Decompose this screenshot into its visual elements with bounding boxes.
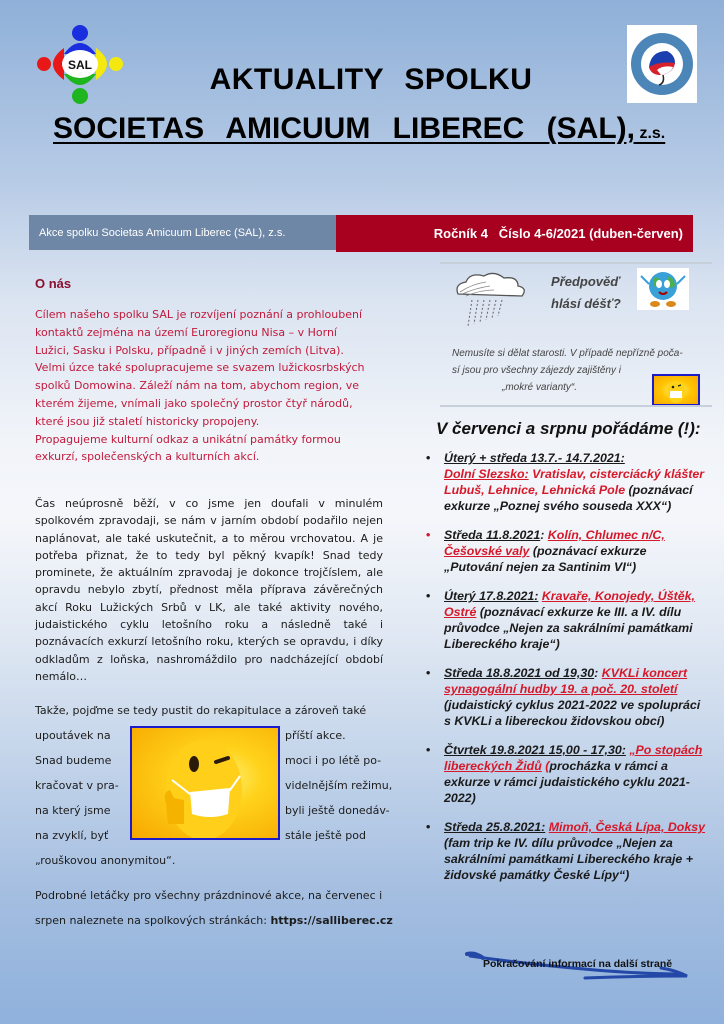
events-list [426,450,706,896]
events-heading: V červenci a srpnu pořádáme (!): [436,419,701,438]
recap-line-left: upoutávek na [35,729,111,742]
event-description: procházka v rámci a exkurze v rámci judaistického cyklu 2021-2022) [444,759,690,805]
event-description: (poznávací exkurze „Poznej svého souseda XXX“) [444,483,693,513]
event-description: (judaistický cyklus 2021-2022 ve spolupráci s KVKLi a libereckou židovskou obcí) [444,698,701,728]
event-place-link[interactable]: Mimoň, Česká Lípa, Doksy [548,820,706,834]
event-place-link[interactable]: Kravaře, Konojedy, Úštěk, Ostré [444,589,695,619]
organization-name: SOCIETAS AMICUUM LIBEREC (SAL), [53,112,635,145]
bullet-icon: • [426,528,431,542]
event-date: Středa 11.8.2021 [444,528,541,542]
event-date: Středa 18.8.2021 od 19,30 [444,666,595,680]
event-date-suffix: : [540,528,548,542]
weather-text-line: „mokré varianty“. [502,382,578,393]
event-date: Úterý + středa 13.7.- 14.7.2021: [444,451,625,465]
event-description: (fam trip ke IV. dílu průvodce „Nejen za sakrálními památkami Libereckého kraje + židovské památky České Lípy“) [444,836,693,882]
event-item [426,588,706,652]
newsletter-title: AKTUALITY SPOLKU [209,63,533,96]
event-item [426,665,706,729]
recap-line: Takže, pojďme se tedy pustit do rekapitulace a zároveň také [35,704,367,717]
recap-line-right: videlnějším režimu, [285,779,393,792]
flyers-line-prefix: srpen naleznete na spolkových stránkách: [35,914,271,927]
rain-cloud-icon [452,270,537,330]
event-item [426,450,706,514]
event-place-link[interactable]: „Po stopách libereckých Židů [444,743,703,773]
bullet-icon: • [426,743,431,757]
recap-line-left: na zvyklí, byť [35,829,109,842]
divider-bottom [440,405,712,407]
about-text [35,306,371,466]
weather-text-line: Nemusíte si dělat starosti. V případě nepřízně poča- [452,348,683,359]
intro-paragraph: Čas neúprosně běží, v co jsme jen doufali v minulém spolkovém zpravodaji, se nám v jarním období podařilo nejen naplánovat, ale také uskutečnit, a to měrou vrchovatou. A je potřeba přiznat, že to tedy byl pěkný kvapík! Snad tedy prominete, že aktuálním zpravodaj je dokonce trojčíslem, ale opravdu nebylo zbytí, přednost měla příprava závěrečných akcí Roku Lužických Srbů v LK, ale také aktivity nového, judaistického cyklu letošního roku a následně také i poznávacích exkurzí letošního roku, kterých se opravdu, i díky odkladům z loňska, nashromáždilo pro nadcházející období nemálo… [35,497,383,683]
event-item [426,527,706,575]
cartoon-globe-icon [637,268,689,310]
event-item [426,742,706,806]
svg-text:SAL: SAL [68,58,92,72]
organization-title [53,112,665,146]
bullet-icon: • [426,666,431,680]
event-date: Úterý 17.8.2021: [444,589,539,603]
continuation-note: Pokračování informací na další straně [483,958,673,970]
event-place-link[interactable]: Kolín, Chlumec n/C, Češovské valy [444,528,665,558]
weather-box-title [551,271,621,315]
recap-line-right: příští akce. [285,729,346,742]
event-place: ( [541,759,550,773]
recap-line-end: „rouškovou anonymitou“. [35,854,176,867]
recap-line-right: moci i po létě po- [285,754,382,767]
event-description: (poznávací exkurze „Putování nejen za Santinim VI“) [444,544,647,574]
bullet-icon: • [426,820,431,834]
about-paragraph: Cílem našeho spolku SAL je rozvíjení poznání a prohloubení kontaktů zejména na území Euroregionu Nisa – v Horní Lužici, Sasku i Polsku, případně i v jiných zemích (Litva). Velmi úzce také spolupracujeme se svazem lužickosrbských spolků Domowina. Záleží nám na tom, abychom region, ve kterém žijeme, vnímali jako společný prostor čtyř národů, které jsou již staletí historicky propojeny. [35,308,365,428]
bullet-icon: • [426,589,431,603]
small-masked-emoji-image [652,374,700,406]
event-item [426,819,706,883]
about-paragraph: Propagujeme kulturní odkaz a unikátní památky formou exkurzí, společenských a kulturních akcí. [35,432,341,464]
event-place-link[interactable]: KVKLi koncert synagogální hudby 19. a poč. 20. století [444,666,688,696]
small-masked-emoji-icon [654,376,698,404]
banner-issue-info: Ročník 4 Číslo 4-6/2021 (duben-červen) [336,215,693,252]
recap-line-left: na který jsme [35,804,111,817]
divider-top [440,262,712,264]
event-place: Vratislav, cisterciácký klášter Lubuš, Lehnice, Lehnická Pole [444,467,705,497]
banner-organization: Akce spolku Societas Amicuum Liberec (SAL), z.s. [29,215,336,250]
website-link[interactable]: https://salliberec.cz [270,914,393,927]
recap-line-right: byli ještě donedáv- [285,804,390,817]
event-date-suffix: : [594,666,602,680]
weather-text-line: sí jsou pro všechny zájezdy zajištěny i [452,365,621,376]
winking-masked-emoji-icon [132,728,278,838]
event-description: (poznávací exkurze ke III. a IV. dílu průvodce „Nejen za sakrálními památkami Libereckého kraje“) [444,605,693,651]
recap-line-right: stále ještě pod [285,829,366,842]
rain-cloud-image [452,270,537,330]
recap-line-left: kračovat v pra- [35,779,119,792]
organization-legal-form: z.s. [635,125,666,142]
masked-emoji-image [130,726,280,840]
flyers-line: Podrobné letáčky pro všechny prázdninové akce, na červenec i [35,889,383,902]
globe-mascot-image [637,268,689,310]
flyers-line-with-link [35,914,393,927]
bullet-icon: • [426,451,431,465]
weather-title-line: hlásí déšť? [551,296,621,311]
weather-title-line: Předpověď [551,274,620,289]
event-place-link[interactable]: Dolní Slezsko: [444,467,529,481]
about-heading: O nás [35,276,72,291]
event-date: Středa 25.8.2021: [444,820,546,834]
event-date: Čtvrtek 19.8.2021 15,00 - 17,30: [444,743,626,757]
recap-line-left: Snad budeme [35,754,112,767]
